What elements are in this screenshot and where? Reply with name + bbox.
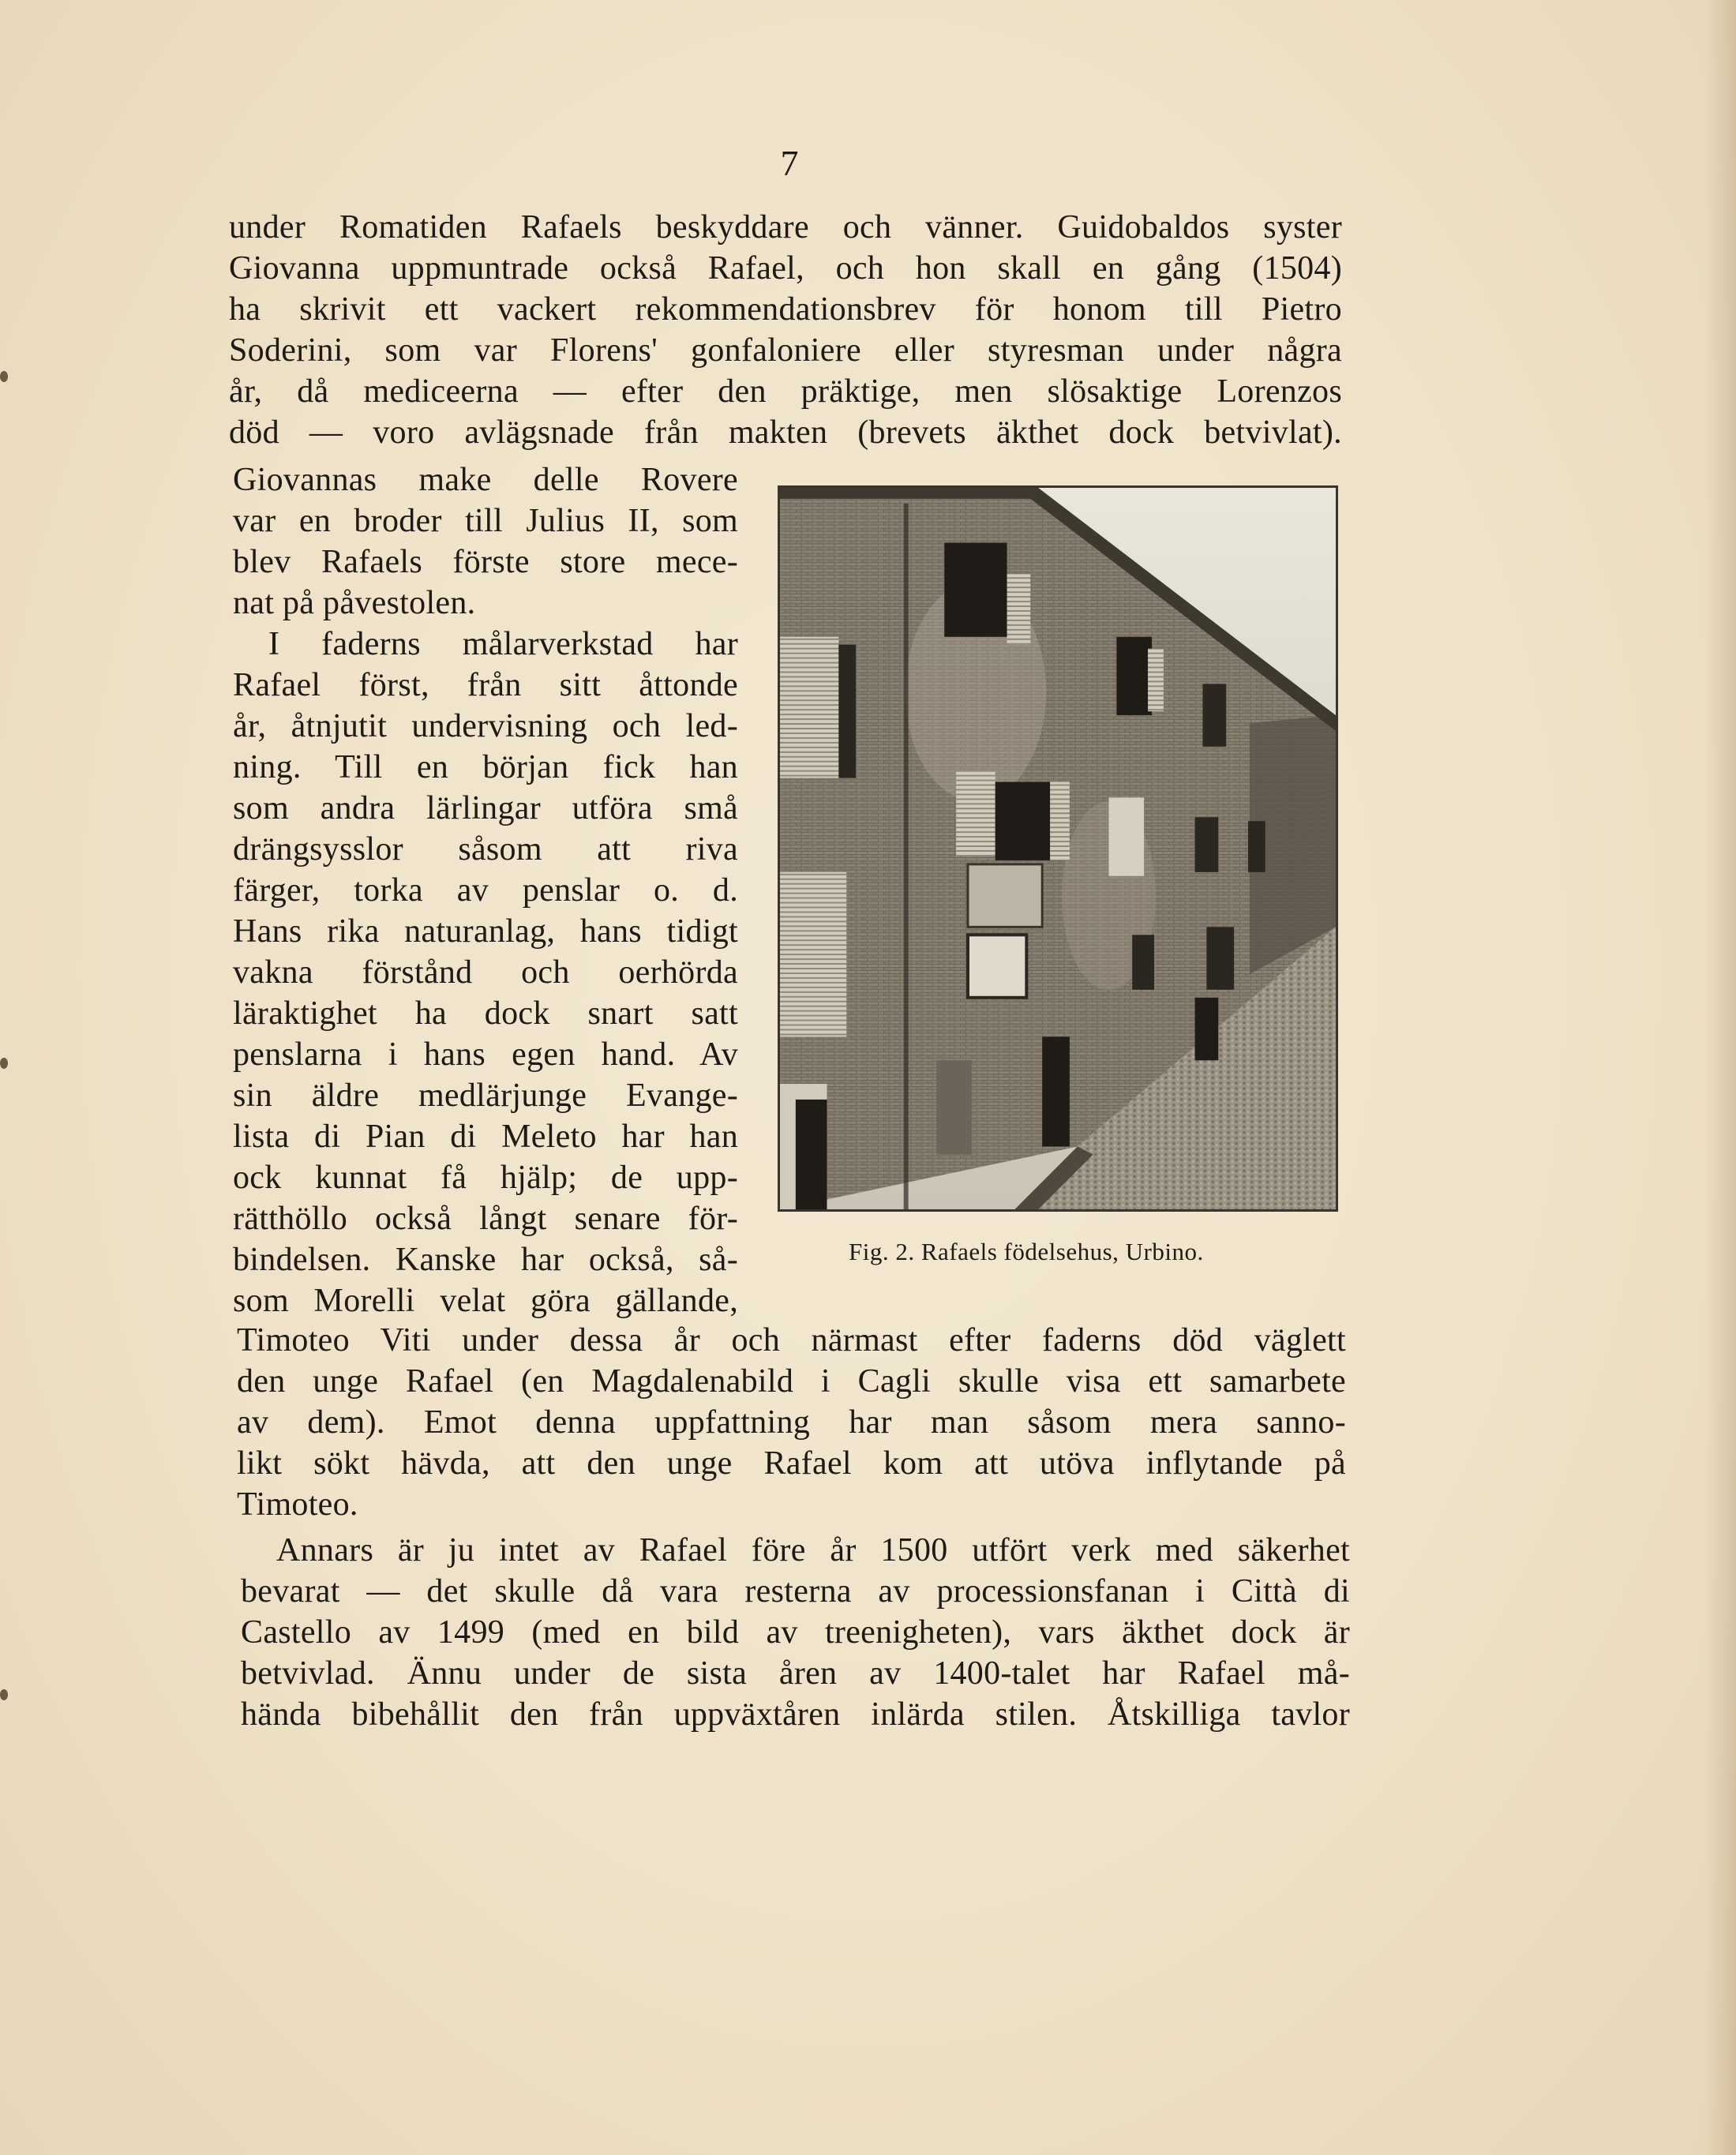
text-line: ning. Till en början fick han [233,749,738,785]
text-line: bindelsen. Kanske har också, så- [233,1242,738,1278]
text-line: vakna förstånd och oerhörda [233,954,738,991]
text-line: år, åtnjutit undervisning och led- [233,708,738,744]
house-photo-illustration [780,488,1336,1209]
text-line: lista di Pian di Meleto har han [233,1119,738,1155]
text-line: läraktighet ha dock snart satt [233,995,738,1032]
figure-caption: Fig. 2. Rafaels födelsehus, Urbino. [849,1238,1204,1265]
text-line: Giovannas make delle Rovere [233,462,738,498]
text-line: Soderini, som var Florens' gonfaloniere eller styresman under några [229,332,1342,369]
text-line: blev Rafaels förste store mece- [233,544,738,580]
text-line: ha skrivit ett vackert rekommendationsbrev för honom till Pietro [229,291,1342,328]
text-line: rätthöllo också långt senare för- [233,1201,738,1237]
text-line: betvivlad. Ännu under de sista åren av 1400-talet har Rafael må- [241,1655,1350,1692]
text-line: likt sökt hävda, att den unge Rafael kom att utöva inflytande på [237,1445,1346,1482]
text-line: bevarat — det skulle då vara resterna av processionsfanan i Città di [241,1573,1350,1610]
text-line: Annars är ju intet av Rafael före år 1500 utfört verk med säkerhet [276,1532,1350,1568]
text-line: av dem). Emot denna uppfattning har man såsom mera sanno- [237,1404,1346,1441]
text-line: som andra lärlingar utföra små [233,790,738,826]
text-line: den unge Rafael (en Magdalenabild i Cagli skulle visa ett samarbete [237,1363,1346,1400]
text-line: sin äldre medlärjunge Evange- [233,1078,738,1114]
text-line: färger, torka av penslar o. d. [233,872,738,909]
text-line: Giovanna uppmuntrade också Rafael, och hon skall en gång (1504) [229,250,1342,287]
text-line: nat på påvestolen. [233,585,476,621]
page-edge-shadow [1704,0,1736,2155]
text-line: Castello av 1499 (med en bild av treenigheten), vars äkthet dock är [241,1614,1350,1651]
text-line: drängsysslor såsom att riva [233,831,738,868]
text-line: I faderns målarverkstad har [268,626,738,662]
binding-mark [0,1058,8,1069]
binding-mark [0,1689,8,1700]
text-line: Rafael först, från sitt åttonde [233,667,738,703]
text-line: hända bibehållit den från uppväxtåren inlärda stilen. Åtskilliga tavlor [241,1696,1350,1733]
text-line: penslarna i hans egen hand. Av [233,1036,738,1073]
text-line: ock kunnat få hjälp; de upp- [233,1160,738,1196]
text-line: Timoteo Viti under dessa år och närmast efter faderns död väglett [237,1322,1346,1359]
text-line: var en broder till Julius II, som [233,503,738,539]
text-line: Timoteo. [237,1486,358,1523]
text-line: Hans rika naturanlag, hans tidigt [233,913,738,950]
text-line: år, då mediceerna — efter den präktige, men slösaktige Lorenzos [229,373,1342,410]
page-number: 7 [780,143,799,183]
text-line: under Romatiden Rafaels beskyddare och vänner. Guidobaldos syster [229,209,1342,245]
figure-photo [778,485,1338,1212]
text-line: död — voro avlägsnade från makten (brevets äkthet dock betvivlat). [229,414,1342,451]
text-line: som Morelli velat göra gällande, [233,1283,738,1319]
binding-mark [0,371,8,382]
